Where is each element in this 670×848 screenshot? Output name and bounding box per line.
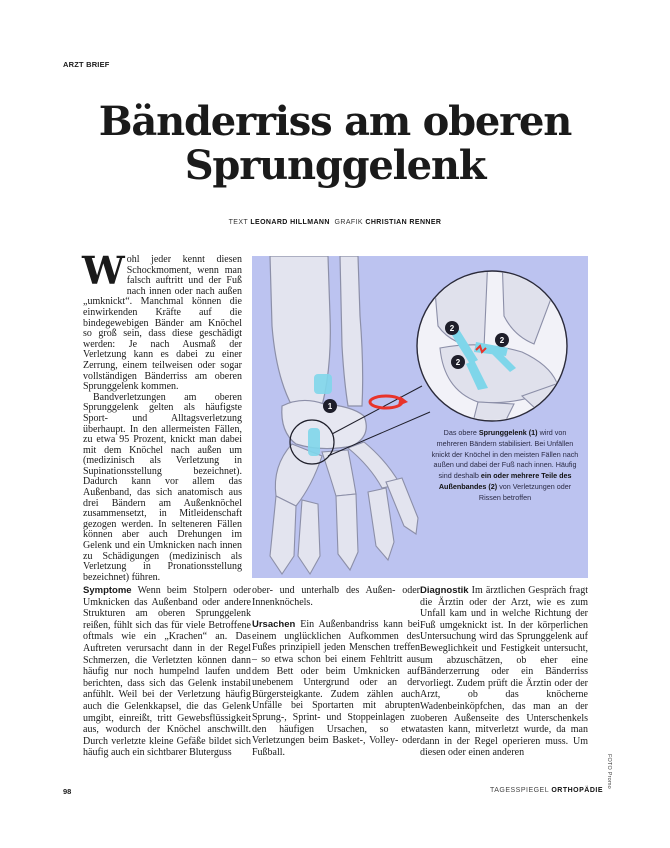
heading-symptome: Symptome	[83, 585, 132, 596]
title-line-2: Sprunggelenk	[184, 142, 486, 189]
caption-num-2: (2)	[488, 481, 498, 491]
caption-term-aussenband: ein oder mehrere Teile des Außenbandes	[438, 471, 572, 491]
symptome-paragraph	[83, 585, 251, 759]
byline-graphic-label: GRAFIK	[334, 219, 364, 226]
caption-num-1: (1)	[528, 428, 538, 437]
ursachen-paragraph	[252, 619, 420, 758]
column-symptome	[83, 585, 251, 759]
page-footer	[490, 787, 603, 794]
footer-section: ORTHOPÄDIE	[551, 787, 603, 794]
byline-text-label: TEXT	[228, 219, 248, 226]
footer-publication: TAGESSPIEGEL	[489, 787, 549, 794]
article-title	[60, 100, 610, 188]
intro-paragraph-1	[82, 248, 242, 393]
byline	[60, 219, 610, 226]
figure-caption	[430, 428, 580, 504]
marker-2b: 2	[499, 336, 505, 345]
marker-2a: 2	[449, 324, 455, 333]
diagnostik-body: Im ärztlichen Gespräch fragt die Ärztin oder der Arzt, wie es zum Unfall kam und in welche Richtung der Fuß umgeknickt ist. In der körperlichen Untersuchung wird das Sprunggelenk auf Beweglichkeit und Festigkeit untersucht, um abzuschätzen, ob eher eine Bänderzerrung oder ein Bänderriss vorliegt. Zudem prüft die Ärztin oder der Arzt, ob das knöcherne Wadenbeinköpfchen, das man an der oberen Außenseite des Unterschenkels tasten kann, mitverletzt wurde, da man dann in der Regel operieren muss. Um diesen oder einen anderen	[420, 585, 589, 759]
col2-continuation: ober- und unterhalb des Außen- oder Innenknöchels.	[252, 585, 420, 608]
drop-cap: W	[82, 248, 125, 293]
title-line-1: Bänderriss am oberen	[98, 98, 572, 145]
intro-text	[82, 248, 242, 583]
intro-paragraph-2: Bandverletzungen am oberen Sprunggelenk gelten als häufigste Sport- und Alltagsverletzung überhaupt. In den allermeisten Fällen, zu etwa 95 Prozent, knickt man dabei mit dem Knöchel nach außen um (medizinisch als Verletzung in Supinationsstellung bezeichnet). Dadurch kann vor allem das Außenband, das sich anatomisch aus drei Bändern am Außenknöchel zusammensetzt, in Mitleidenschaft gezogen werden. In selteneren Fällen können aber auch Drehungen im Gelenk und ein Umknicken nach innen zu Schädigungen (medizinisch als Verletzung in Pronationsstellung bezeichnet) führen.	[83, 391, 242, 583]
caption-post: von Verletzungen oder Rissen betroffen	[478, 481, 572, 502]
foot-skeleton-graphic	[252, 256, 588, 578]
diagnostik-paragraph	[420, 585, 588, 759]
column-ursachen	[252, 585, 420, 758]
section-kicker: ARZT BRIEF	[63, 60, 110, 69]
caption-mid: wird von mehreren Bändern stabilisiert. Bei Unfällen knickt der Knöchel in den meisten Fällen nach außen und dabei der Fuß nach innen. Häufig sind deshalb	[431, 428, 579, 481]
marker-1: 1	[327, 402, 333, 411]
heading-diagnostik: Diagnostik	[420, 585, 469, 596]
caption-term-sprunggelenk: Sprunggelenk	[478, 428, 527, 437]
ankle-illustration	[252, 256, 588, 578]
byline-illustrator: CHRISTIAN RENNER	[365, 219, 442, 226]
ursachen-body: Ein Außenbandriss kann bei einem unglücklichen Aufkommen des Fußes prinzipiell jeden Menschen treffen – so etwa schon bei einem Fehltritt aus dem Bett oder beim Umknicken auf unebenem Untergrund oder an der Bürgersteigkante. Zudem zählen auch Unfälle bei Sportarten mit abrupten Sprung-, Sprint- und Stoppeinlagen zu den häufigen Ursachen, so etwa Verletzungen beim Basket-, Volley- oder Fußball.	[252, 619, 421, 758]
page-number: 98	[63, 787, 72, 796]
column-diagnostik	[420, 585, 588, 759]
heading-ursachen: Ursachen	[252, 619, 296, 631]
marker-2c: 2	[455, 358, 461, 367]
photo-credit: FOTO Promo	[606, 754, 612, 789]
symptome-body: Wenn beim Stolpern oder Umknicken das Außenband oder andere Strukturen am oberen Sprunggelenk reißen, fühlt sich das für viele Betroffene oftmals wie ein „Krachen“ an. Das Auftreten verursacht dann in der Regel Schmerzen, die Verletzten können dann häufig nur noch humpelnd laufen und berichten, dass sich das Gelenk instabil anfühlt. Weil bei der Verletzung häufig auch die Gelenkkapsel, die das Gelenk umgibt, einreißt, tritt Gewebsflüssigkeit aus, wodurch der Knöchel anschwillt. Durch verletzte kleine Gefäße bildet sich häufig auch ein sichtbarer Bluterguss	[83, 585, 251, 759]
caption-pre: Das obere	[443, 428, 477, 437]
intro-p1-text: ohl jeder kennt diesen Schockmoment, wenn man falsch auftritt und der Fuß nach innen oder nach außen „umknickt“. Manchmal können die einwirkenden Kräfte auf die bindegewebigen Bänder am Knöchel so groß sein, dass diese geschädigt werden: Je nach Ausmaß der Verletzung kann es dabei zu einer Zerrung, einem teilweisen oder sogar vollständigen Bänderriss am oberen Sprunggelenk kommen.	[83, 254, 242, 393]
byline-author: LEONARD HILLMANN	[250, 219, 330, 226]
